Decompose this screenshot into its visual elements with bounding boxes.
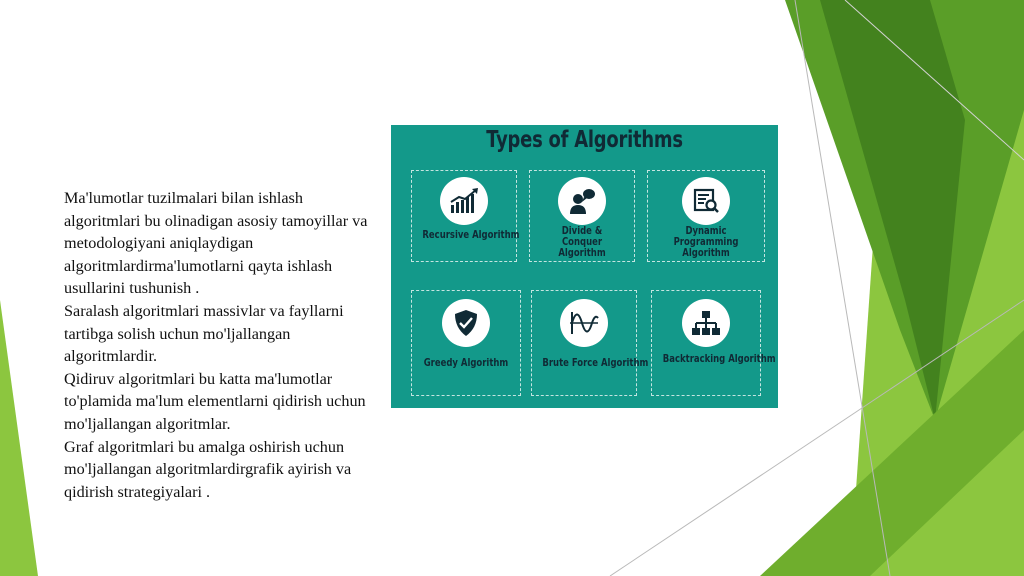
card-backtracking — [651, 290, 776, 396]
document-magnifier-icon — [682, 177, 730, 225]
card-greedy — [411, 290, 521, 396]
infographic-title: Types of Algorithms — [486, 127, 683, 153]
card-label: Backtracking Algorithm — [662, 353, 776, 365]
card-recursive — [411, 170, 520, 262]
algorithms-infographic — [391, 125, 778, 408]
card-divide-conquer — [529, 170, 635, 262]
card-label: Brute Force Algorithm — [542, 357, 649, 369]
card-label: Greedy Algorithm — [423, 357, 509, 369]
hierarchy-tree-icon — [682, 299, 730, 347]
bar-chart-growth-icon — [440, 177, 488, 225]
paragraph-graph: Graf algoritmlari bu amalga oshirish uchun mo'ljallangan algoritmlardirgrafik ayirish va qidirish strategiyalari . — [64, 437, 352, 501]
card-dynamic-programming — [647, 170, 765, 262]
card-label: Dynamic Programming Algorithm — [673, 225, 739, 259]
paragraph-intro: Ma'lumotlar tuzilmalari bilan ishlash algoritmlari bu olinadigan asosiy tamoyillar va metodologiyani aniqlaydigan algoritmlardirma'lumotlarni qayta ishlash usullarini tushunish . — [64, 189, 368, 298]
paragraph-searching: Qidiruv algoritmlari bu katta ma'lumotlar to'plamida ma'lum elementlarni qidirish uchun mo'ljallangan algoritmlar. — [64, 369, 366, 433]
shield-check-icon — [442, 299, 490, 347]
wave-curve-icon — [560, 299, 608, 347]
card-label: Divide & Conquer Algorithm — [558, 225, 606, 259]
paragraph-sorting: Saralash algoritmlari massivlar va fayllarni tartibga solish uchun mo'ljallangan algoritmlardir. — [64, 301, 344, 366]
card-brute-force — [531, 290, 649, 396]
green-facet-left — [0, 300, 38, 576]
slide-body-text — [64, 187, 374, 503]
person-idea-icon — [558, 177, 606, 225]
card-label: Recursive Algorithm — [422, 229, 520, 241]
